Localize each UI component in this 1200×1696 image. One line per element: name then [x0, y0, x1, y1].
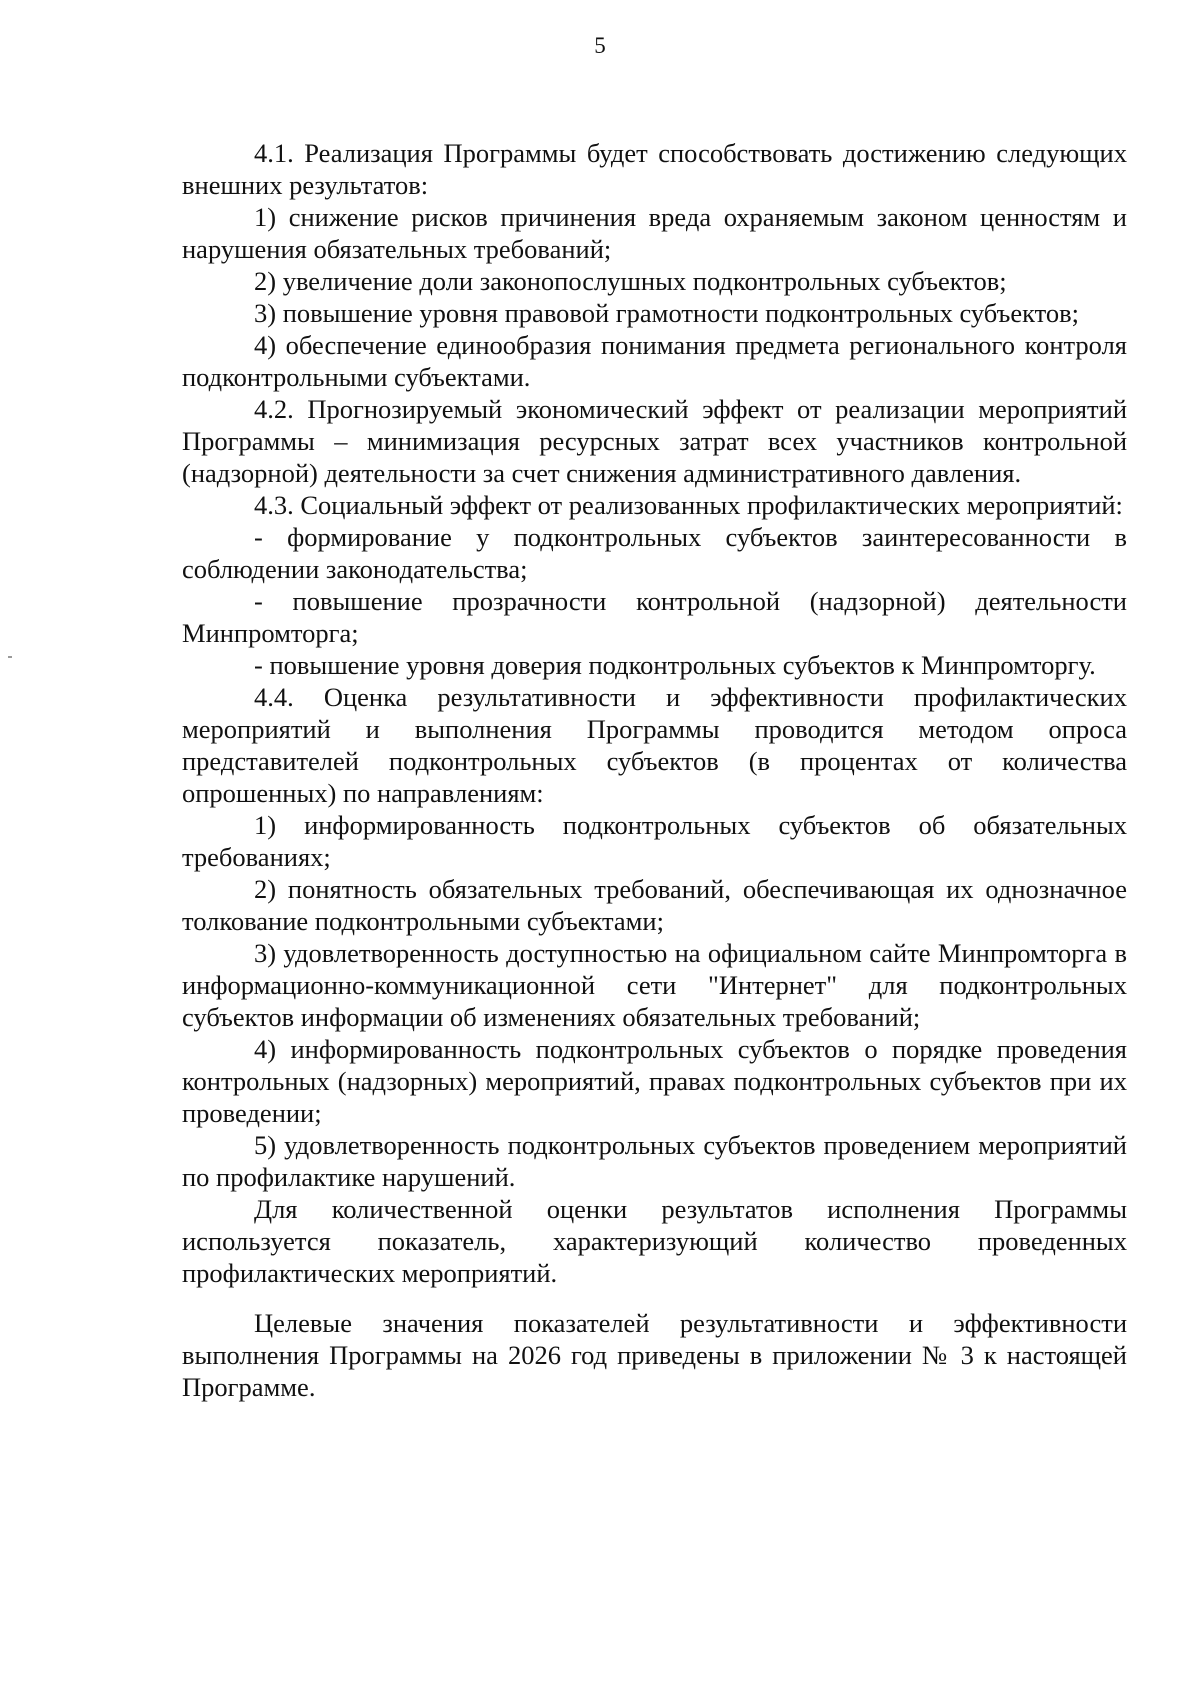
paragraph-4-4: 4.4. Оценка результативности и эффективности профилактических мероприятий и выполнения Программы проводится методом опроса представителей подконтрольных субъектов (в процентах от количества опрошенных) по направлениям:: [182, 682, 1127, 808]
list-item-4-4-1: 1) информированность подконтрольных субъектов об обязательных требованиях;: [182, 810, 1127, 872]
document-body: [182, 137, 1127, 1403]
scan-artifact: [8, 656, 12, 658]
list-item-4-4-4: 4) информированность подконтрольных субъектов о порядке проведения контрольных (надзорных) мероприятий, правах подконтрольных субъектов при их проведении;: [182, 1034, 1127, 1128]
paragraph-4-3: 4.3. Социальный эффект от реализованных профилактических мероприятий:: [254, 490, 1123, 520]
list-item-4-3-3: - повышение уровня доверия подконтрольных субъектов к Минпромторгу.: [254, 650, 1096, 680]
paragraph-quantitative-assessment: Для количественной оценки результатов исполнения Программы используется показатель, характеризующий количество проведенных профилактических мероприятий.: [182, 1194, 1127, 1288]
list-item-4-4-5: 5) удовлетворенность подконтрольных субъектов проведением мероприятий по профилактике нарушений.: [182, 1130, 1127, 1192]
list-item-4-4-2: 2) понятность обязательных требований, обеспечивающая их однозначное толкование подконтрольными субъектами;: [182, 874, 1127, 936]
list-item-4-3-1: - формирование у подконтрольных субъектов заинтересованности в соблюдении законодательства;: [182, 522, 1127, 584]
list-item-4-4-3: 3) удовлетворенность доступностью на официальном сайте Минпромторга в информационно-коммуникационной сети "Интернет" для подконтрольных субъектов информации об изменениях обязательных требований;: [182, 938, 1127, 1032]
list-item-4-1-3: 3) повышение уровня правовой грамотности подконтрольных субъектов;: [254, 298, 1079, 328]
list-item-4-1-1: 1) снижение рисков причинения вреда охраняемым законом ценностям и нарушения обязательных требований;: [182, 202, 1127, 264]
list-item-4-3-2: - повышение прозрачности контрольной (надзорной) деятельности Минпромторга;: [182, 586, 1127, 648]
paragraph-target-values: Целевые значения показателей результативности и эффективности выполнения Программы на 2026 год приведены в приложении № 3 к настоящей Программе.: [182, 1308, 1127, 1402]
list-item-4-1-4: 4) обеспечение единообразия понимания предмета регионального контроля подконтрольными субъектами.: [182, 330, 1127, 392]
list-item-4-1-2: 2) увеличение доли законопослушных подконтрольных субъектов;: [254, 266, 1007, 296]
paragraph-4-1: 4.1. Реализация Программы будет способствовать достижению следующих внешних результатов:: [182, 138, 1127, 200]
page-number: 5: [594, 33, 606, 58]
paragraph-4-2: 4.2. Прогнозируемый экономический эффект от реализации мероприятий Программы – минимизация ресурсных затрат всех участников контрольной (надзорной) деятельности за счет снижения административного давления.: [182, 394, 1127, 488]
